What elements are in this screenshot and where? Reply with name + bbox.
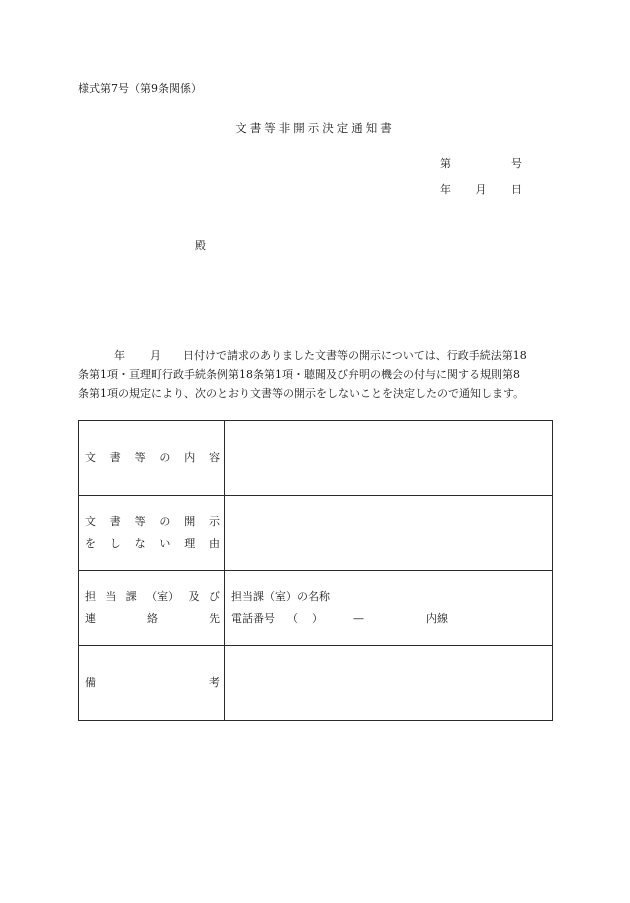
issue-date-row [440, 181, 522, 197]
phone-number-line [231, 608, 546, 630]
extension-label: 内線 [426, 612, 448, 625]
body-line-1-text: 日付けで請求のありました文書等の開示については、行政手続法第18 [183, 349, 527, 362]
label-remarks: 備 考 [79, 646, 225, 721]
table-row-contact [79, 571, 553, 646]
date-day: 日 [511, 183, 522, 196]
table-row-nondisclosure-reason [79, 496, 553, 571]
document-number-row [440, 155, 522, 171]
value-nondisclosure-reason[interactable] [225, 496, 553, 571]
addressee-honorific: 殿 [195, 239, 206, 252]
phone-paren-close: ） [312, 612, 323, 625]
label-nondisclosure-reason: 文 書 等 の 開 示 を し な い 理 由 [79, 496, 225, 571]
label-contact: 担 当 課 （室） 及 び 連 絡 先 [79, 571, 225, 646]
number-suffix: 号 [511, 157, 522, 170]
body-line-1 [78, 346, 553, 365]
body-line-3: 条第1項の規定により、次のとおり文書等の開示をしないことを決定したので通知します。 [78, 387, 525, 400]
date-year: 年 [440, 183, 451, 196]
phone-label: 電話番号 [231, 612, 275, 625]
value-document-content[interactable] [225, 421, 553, 496]
table-row-remarks [79, 646, 553, 721]
body-year: 年 [114, 349, 125, 362]
value-contact[interactable] [225, 571, 553, 646]
section-name-label: 担当課（室）の名称 [231, 590, 330, 603]
phone-dash: — [353, 612, 364, 625]
number-prefix: 第 [440, 157, 451, 170]
form-number: 様式第7号（第9条関係） [78, 82, 202, 95]
value-remarks[interactable] [225, 646, 553, 721]
notice-body [78, 346, 553, 403]
date-month: 月 [475, 183, 487, 196]
body-month: 月 [150, 349, 161, 362]
phone-paren-open: （ [287, 612, 298, 625]
label-document-content: 文 書 等 の 内 容 [79, 421, 225, 496]
document-title: 文書等非開示決定通知書 [235, 121, 395, 135]
body-line-2: 条第1項・亘理町行政手続条例第18条第1項・聴聞及び弁明の機会の付与に関する規則第8 [78, 368, 520, 381]
notice-table [78, 420, 553, 721]
table-row-document-content [79, 421, 553, 496]
